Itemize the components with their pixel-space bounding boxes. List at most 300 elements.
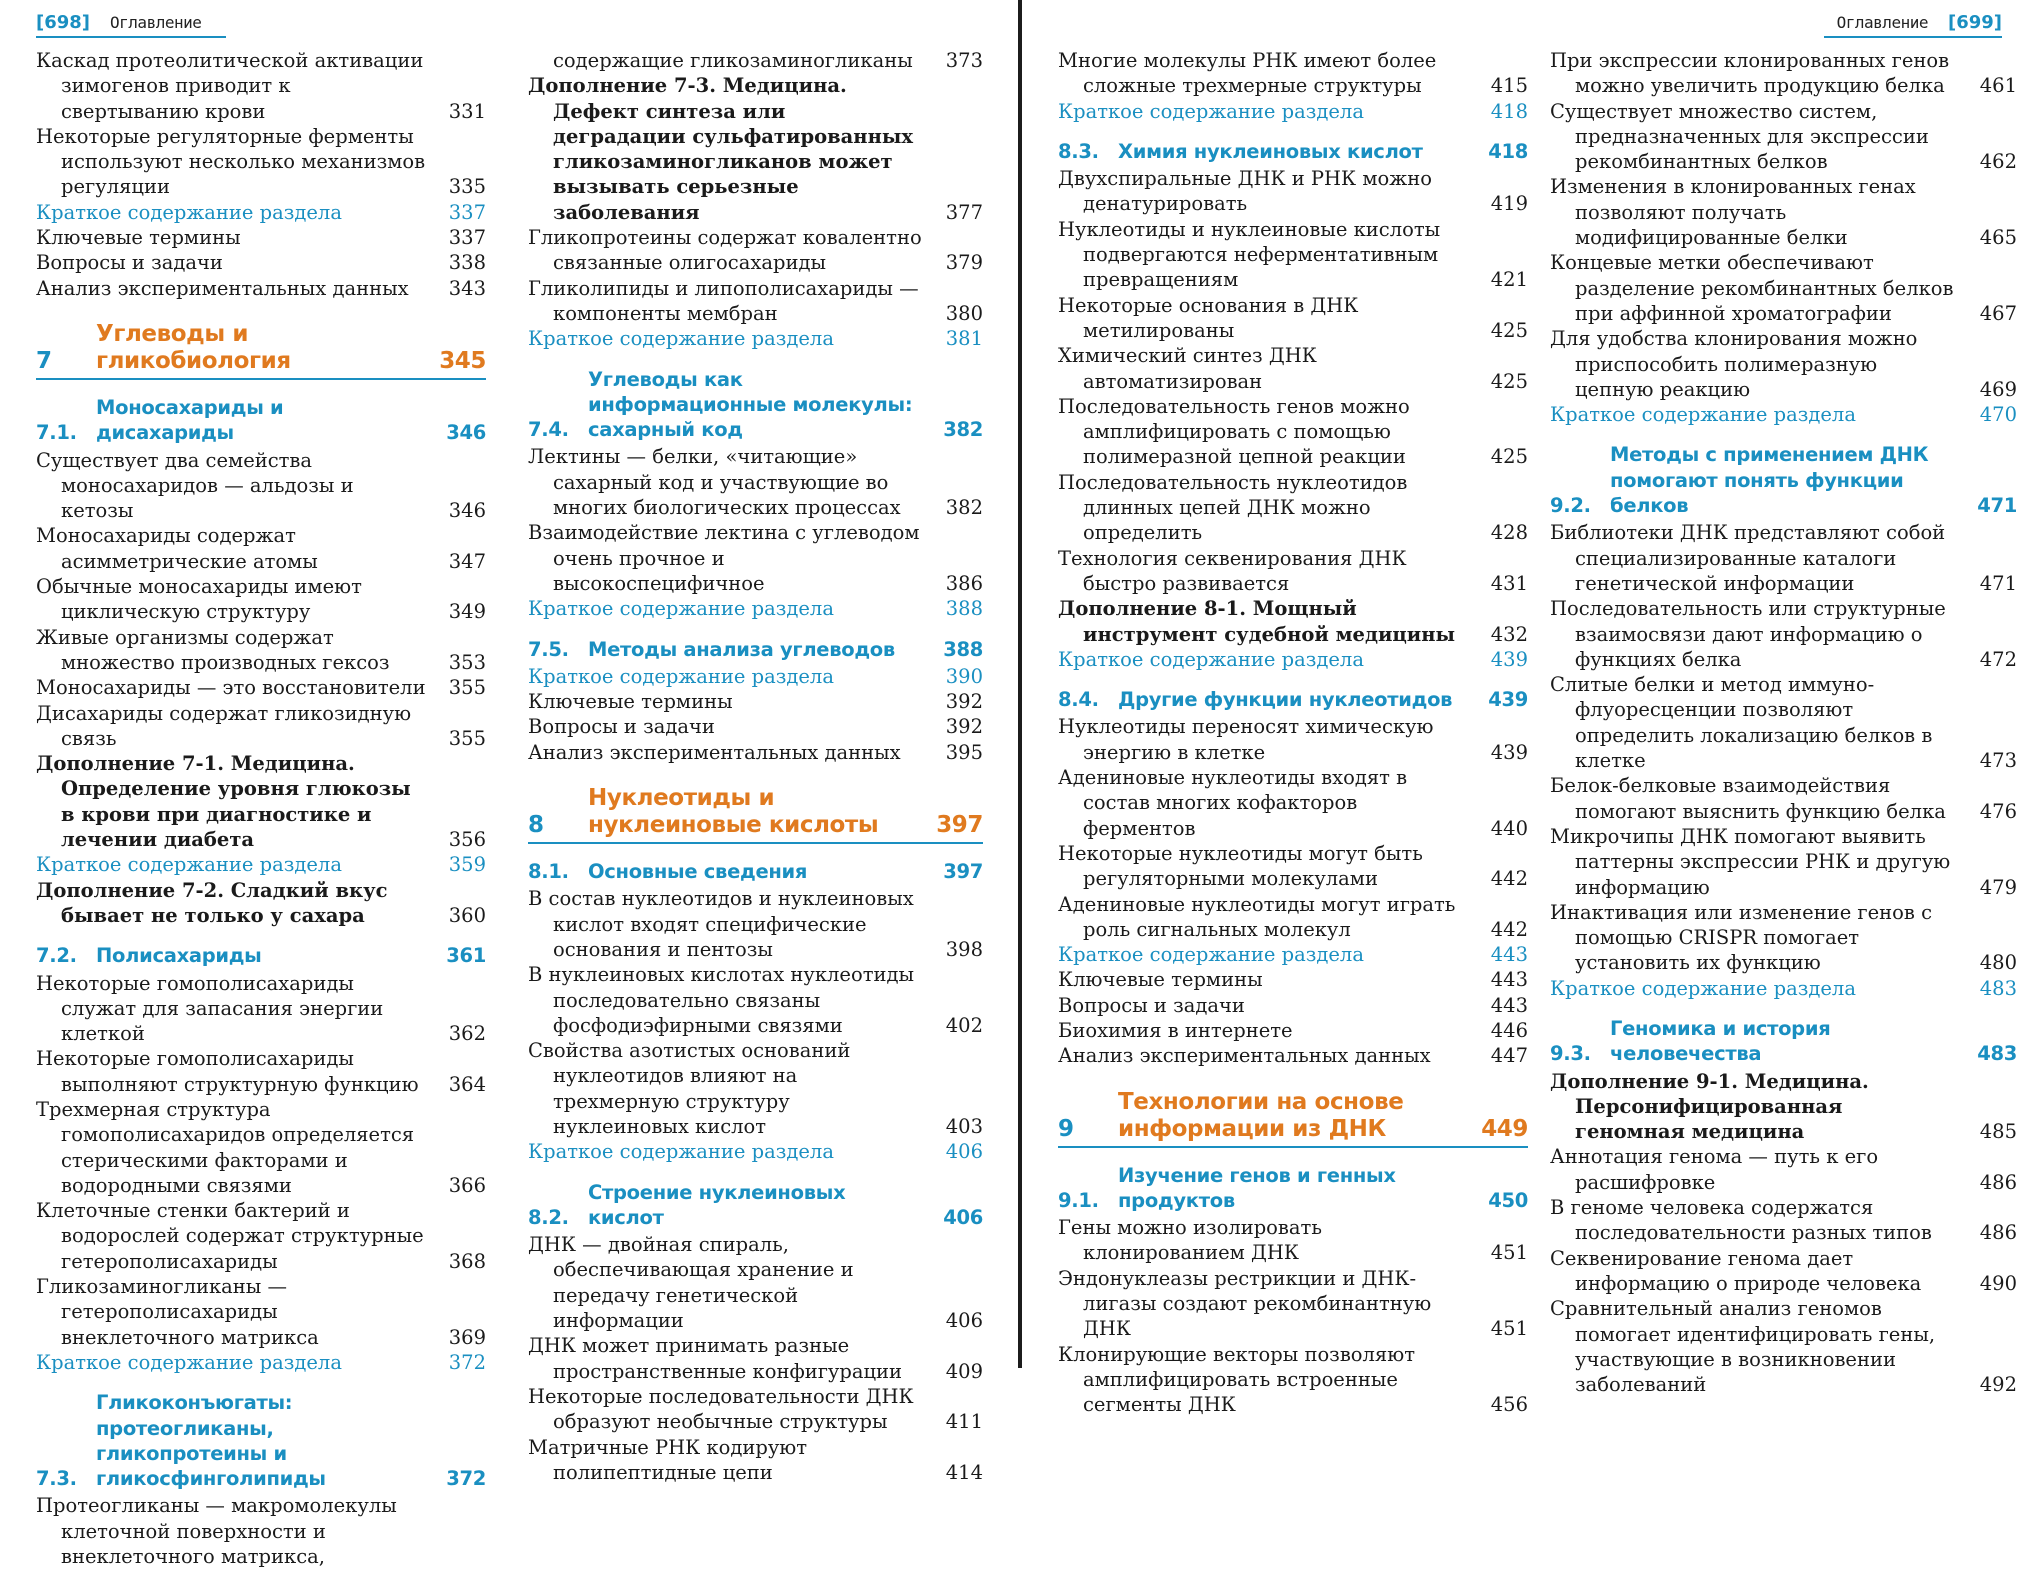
entry-title: Многие молекулы РНК имеют более сложные трехмерные структуры [1058, 49, 1437, 98]
toc-entry [1550, 824, 2017, 900]
toc-column [528, 48, 983, 1485]
entry-page: 446 [1490, 1018, 1528, 1042]
entry-title: Технология секвенирования ДНК быстро развивается [1058, 546, 1407, 595]
section-title: Химия нуклеиновых кислот [1118, 139, 1423, 163]
entry-page: 443 [1490, 993, 1528, 1017]
chapter-number: 9 [1058, 1115, 1074, 1142]
toc-summary-entry [1550, 402, 2017, 427]
toc-entry [1058, 470, 1528, 546]
entry-title: В геноме человека содержатся последовательности разных типов [1550, 1196, 1932, 1245]
section-title: Изучение генов и генных продуктов [1118, 1163, 1396, 1212]
entry-title: Краткое содержание раздела [1550, 976, 1856, 1000]
entry-title: Трехмерная структура гомополисахаридов определяется стерическими факторами и водородными связями [36, 1097, 415, 1197]
section-title: Методы анализа углеводов [588, 637, 895, 661]
entry-page: 492 [1979, 1373, 2017, 1397]
chapter-title: Углеводы и гликобиология [96, 320, 291, 374]
toc-entry [36, 250, 486, 275]
entry-title: Нуклеотиды и нуклеиновые кислоты подвергаются неферментативным превращениям [1058, 217, 1441, 292]
entry-title: Существует множество систем, предназначенных для экспрессии рекомбинантных белков [1550, 99, 1929, 174]
entry-page: 451 [1490, 1241, 1528, 1265]
entry-page: 467 [1979, 301, 2017, 325]
entry-title: Клонирующие векторы позволяют амплифицировать встроенные сегменты ДНК [1058, 1342, 1415, 1417]
toc-entry [1550, 596, 2017, 672]
entry-page: 428 [1490, 521, 1528, 545]
entry-title: Существует два семейства моносахаридов — альдозы и кетозы [36, 448, 354, 523]
chapter-page: 397 [936, 812, 983, 839]
entry-page: 381 [945, 327, 983, 351]
section-title: Моносахариды и дисахариды [96, 395, 284, 445]
entry-title: Инактивация или изменение генов с помощью CRISPR помогает установить их функцию [1550, 900, 1933, 975]
entry-title: ДНК — двойная спираль, обеспечивающая хранение и передачу генетической информации [528, 1233, 854, 1333]
entry-title: Дополнение 8-1. Мощный инструмент судебной медицины [1058, 597, 1456, 646]
entry-page: 409 [945, 1359, 983, 1383]
toc-section [1550, 1016, 2017, 1067]
entry-title: Гены можно изолировать клонированием ДНК [1058, 1216, 1322, 1265]
section-title: Геномика и история человечества [1610, 1016, 1831, 1066]
entry-page: 479 [1979, 875, 2017, 899]
section-title: Гликоконъюгаты: протеогликаны, гликопротеины и гликосфинголипиды [96, 1391, 326, 1491]
entry-title: Краткое содержание раздела [1058, 99, 1364, 123]
entry-page: 419 [1490, 192, 1528, 216]
entry-title: Клеточные стенки бактерий и водорослей содержат структурные гетерополисахариды [36, 1199, 424, 1273]
chapter-page: 449 [1481, 1115, 1528, 1142]
entry-page: 439 [1490, 647, 1528, 671]
toc-entry [528, 1435, 983, 1486]
toc-summary-entry [36, 200, 486, 225]
toc-summary-entry [36, 1350, 486, 1375]
toc-entry [1058, 765, 1528, 841]
toc-entry [36, 1198, 486, 1274]
toc-entry [1550, 1246, 2017, 1297]
toc-column [1550, 48, 2017, 1397]
entry-page: 355 [448, 726, 486, 750]
toc-entry [1058, 1215, 1528, 1266]
toc-entry [528, 1232, 983, 1333]
entry-title: Краткое содержание раздела [528, 597, 834, 621]
entry-page: 418 [1490, 99, 1528, 123]
toc-entry [1550, 520, 2017, 596]
entry-page: 480 [1979, 951, 2017, 975]
entry-title: ДНК может принимать разные пространственные конфигурации [528, 1334, 903, 1383]
entry-title: Некоторые основания в ДНК метилированы [1058, 293, 1359, 342]
entry-title: Краткое содержание раздела [36, 200, 342, 224]
toc-entry [1058, 967, 1528, 992]
section-page: 397 [943, 860, 983, 884]
toc-supplement-entry [36, 878, 486, 929]
toc-summary-entry [36, 852, 486, 877]
entry-title: Матричные РНК кодируют полипептидные цепи [528, 1435, 808, 1484]
entry-title: Адениновые нуклеотиды входят в состав многих кофакторов ферментов [1058, 766, 1408, 840]
entry-page: 406 [945, 1309, 983, 1333]
entry-page: 411 [945, 1410, 983, 1434]
chapter-page: 345 [439, 347, 486, 374]
toc-entry [1550, 1296, 2017, 1397]
entry-title: Моносахариды содержат асимметрические атомы [36, 524, 318, 573]
entry-title: Краткое содержание раздела [36, 853, 342, 877]
entry-page: 483 [1979, 976, 2017, 1000]
entry-page: 337 [448, 200, 486, 224]
entry-page: 403 [945, 1114, 983, 1138]
entry-page: 349 [448, 600, 486, 624]
section-title: Углеводы как информационные молекулы: сахарный код [588, 367, 913, 442]
section-number: 7.4. [528, 418, 569, 442]
entry-title: Двухспиральные ДНК и РНК можно денатурировать [1058, 167, 1432, 216]
section-page: 483 [1977, 1042, 2017, 1066]
entry-page: 359 [448, 853, 486, 877]
toc-entry [36, 1097, 486, 1198]
entry-page: 476 [1979, 799, 2017, 823]
entry-page: 431 [1490, 571, 1528, 595]
entry-page: 392 [945, 715, 983, 739]
toc-entry [1058, 1043, 1528, 1068]
right-page-number: [699] [1947, 11, 2002, 33]
entry-title: Краткое содержание раздела [36, 1350, 342, 1374]
toc-supplement-entry [1058, 596, 1528, 647]
toc-entry [36, 225, 486, 250]
toc-section [1058, 139, 1528, 164]
entry-page: 366 [448, 1173, 486, 1197]
toc-supplement-entry [36, 751, 486, 852]
toc-entry [528, 520, 983, 596]
toc-entry [1550, 250, 2017, 326]
entry-title: Каскад протеолитической активации зимогенов приводит к свертыванию крови [36, 49, 424, 123]
toc-chapter [1058, 1089, 1528, 1148]
entry-title: Белок-белковые взаимодействия помогают выяснить функцию белка [1550, 774, 1946, 823]
toc-entry [1058, 343, 1528, 394]
entry-page: 442 [1490, 867, 1528, 891]
toc-entry [1550, 48, 2017, 99]
chapter-number: 7 [36, 347, 52, 374]
toc-column [36, 48, 486, 1569]
entry-page: 373 [945, 49, 983, 72]
chapter-title: Нуклеотиды и нуклеиновые кислоты [588, 785, 879, 839]
entry-title: Ключевые термины [1058, 968, 1263, 992]
toc-section [528, 1180, 983, 1231]
entry-page: 440 [1490, 816, 1528, 840]
entry-title: Последовательность или структурные взаимосвязи дают информацию о функциях белка [1550, 597, 1946, 671]
right-running-title: Оглавление [1836, 12, 1928, 32]
toc-entry [1058, 1342, 1528, 1418]
entry-title: Взаимодействие лектина с углеводом очень прочное и высокоспецифичное [528, 521, 920, 595]
entry-title: Гликопротеины содержат ковалентно связанные олигосахариды [528, 226, 922, 275]
toc-section [36, 1390, 486, 1491]
toc-summary-entry [528, 1139, 983, 1164]
section-page: 439 [1488, 688, 1528, 712]
entry-title: Библиотеки ДНК представляют собой специализированные каталоги генетической информации [1550, 521, 1946, 595]
toc-entry [1550, 174, 2017, 250]
entry-title: Краткое содержание раздела [528, 1140, 834, 1164]
section-page: 471 [1977, 494, 2017, 518]
entry-title: Для удобства клонирования можно приспособить полимеразную цепную реакцию [1550, 327, 1918, 401]
toc-section [528, 637, 983, 662]
entry-title: содержащие гликозаминогликаны [553, 49, 913, 72]
entry-page: 456 [1490, 1393, 1528, 1417]
toc-entry [1058, 892, 1528, 943]
entry-title: Ключевые термины [528, 690, 733, 714]
entry-title: Краткое содержание раздела [528, 327, 834, 351]
toc-entry [1058, 1018, 1528, 1043]
section-title: Полисахариды [96, 944, 262, 968]
toc-chapter [528, 785, 983, 844]
entry-page: 402 [945, 1013, 983, 1037]
section-number: 7.1. [36, 421, 77, 445]
toc-entry [1550, 773, 2017, 824]
entry-page: 395 [945, 740, 983, 764]
section-number: 8.3. [1058, 139, 1099, 163]
section-number: 8.1. [528, 860, 569, 884]
entry-title: Некоторые гомополисахариды служат для запасания энергии клеткой [36, 971, 384, 1046]
toc-section [528, 859, 983, 884]
entry-page: 369 [448, 1325, 486, 1349]
entry-page: 364 [448, 1072, 486, 1096]
entry-page: 380 [945, 301, 983, 325]
entry-page: 386 [945, 571, 983, 595]
toc-section [36, 395, 486, 446]
toc-entry [1550, 900, 2017, 976]
entry-page: 390 [945, 664, 983, 688]
toc-entry [36, 124, 486, 200]
right-running-head [1837, 10, 2002, 34]
entry-page: 337 [448, 226, 486, 250]
entry-page: 439 [1490, 740, 1528, 764]
entry-page: 462 [1979, 150, 2017, 174]
section-page: 418 [1488, 139, 1528, 163]
entry-title: Микрочипы ДНК помогают выявить паттерны экспрессии РНК и другую информацию [1550, 824, 1951, 899]
entry-title: При экспрессии клонированных генов можно увеличить продукцию белка [1550, 49, 1950, 98]
entry-title: Анализ экспериментальных данных [528, 740, 901, 764]
entry-title: Протеогликаны — макромолекулы клеточной поверхности и внеклеточного матрикса, [36, 1494, 397, 1569]
entry-title: Биохимия в интернете [1058, 1018, 1293, 1042]
toc-summary-entry [1058, 99, 1528, 124]
section-page: 388 [943, 637, 983, 661]
entry-title: Дополнение 7-1. Медицина. Определение уровня глюкозы в крови при диагностике и лечении диабета [36, 752, 411, 852]
entry-page: 421 [1490, 268, 1528, 292]
entry-page: 465 [1979, 226, 2017, 250]
entry-page: 347 [448, 549, 486, 573]
toc-entry [36, 574, 486, 625]
toc-column [1058, 48, 1528, 1418]
section-number: 8.4. [1058, 688, 1099, 712]
toc-entry [528, 740, 983, 765]
entry-title: Вопросы и задачи [36, 251, 223, 275]
chapter-number: 8 [528, 812, 544, 839]
entry-title: Лектины — белки, «читающие» сахарный код и участвующие во многих биологических процессах [528, 445, 901, 520]
entry-page: 425 [1490, 369, 1528, 393]
entry-title: Вопросы и задачи [1058, 993, 1245, 1017]
toc-entry [36, 1274, 486, 1350]
entry-title: Анализ экспериментальных данных [36, 276, 409, 300]
toc-entry [1058, 1266, 1528, 1342]
entry-title: Слитые белки и метод иммуно-флуоресценции позволяют определить локализацию белков в клетке [1550, 673, 1933, 773]
left-page-number: [698] [36, 11, 91, 33]
entry-page: 473 [1979, 749, 2017, 773]
toc-section [528, 367, 983, 443]
toc-entry [528, 225, 983, 276]
entry-page: 469 [1979, 377, 2017, 401]
entry-title: В нуклеиновых кислотах нуклеотиды последовательно связаны фосфодиэфирными связями [528, 963, 915, 1037]
entry-page: 471 [1979, 571, 2017, 595]
section-page: 372 [446, 1467, 486, 1491]
toc-entry [1058, 546, 1528, 597]
entry-title: В состав нуклеотидов и нуклеиновых кислот входят специфические основания и пентозы [528, 887, 914, 961]
entry-title: Некоторые последовательности ДНК образуют необычные структуры [528, 1384, 914, 1434]
entry-title: Концевые метки обеспечивают разделение рекомбинантных белков при аффинной хроматографии [1550, 251, 1954, 325]
entry-page: 331 [448, 99, 486, 123]
entry-page: 447 [1490, 1044, 1528, 1068]
entry-page: 346 [448, 499, 486, 523]
toc-entry [528, 48, 983, 73]
entry-title: Некоторые регуляторные ферменты используют несколько механизмов регуляции [36, 124, 426, 199]
toc-entry [528, 1333, 983, 1384]
entry-title: Краткое содержание раздела [1058, 647, 1364, 671]
entry-title: Ключевые термины [36, 226, 241, 250]
entry-title: Дисахариды содержат гликозидную связь [36, 701, 412, 750]
toc-summary-entry [528, 664, 983, 689]
entry-title: Дополнение 7-3. Медицина. Дефект синтеза или деградации сульфатированных гликозаминогликанов может вызывать серьезные заболевания [528, 74, 914, 224]
entry-page: 486 [1979, 1221, 2017, 1245]
entry-title: Адениновые нуклеотиды могут играть роль сигнальных молекул [1058, 892, 1456, 941]
entry-title: Последовательность генов можно амплифицировать с помощью полимеразной цепной реакции [1058, 394, 1410, 469]
toc-entry [1550, 1195, 2017, 1246]
entry-title: Вопросы и задачи [528, 715, 715, 739]
toc-entry [528, 1038, 983, 1139]
toc-entry [1058, 394, 1528, 470]
entry-page: 362 [448, 1022, 486, 1046]
entry-page: 360 [448, 903, 486, 927]
section-title: Основные сведения [588, 860, 808, 884]
section-page: 382 [943, 418, 983, 442]
toc-supplement-entry [1550, 1069, 2017, 1145]
toc-chapter [36, 321, 486, 380]
toc-entry [1058, 293, 1528, 344]
entry-title: Некоторые нуклеотиды могут быть регуляторными молекулами [1058, 841, 1423, 891]
section-number: 9.2. [1550, 494, 1591, 518]
entry-title: Некоторые гомополисахариды выполняют структурную функцию [36, 1047, 419, 1096]
entry-title: Краткое содержание раздела [1550, 403, 1856, 427]
entry-page: 485 [1979, 1120, 2017, 1144]
entry-title: Свойства азотистых оснований нуклеотидов влияют на трехмерную структуру нуклеиновых кислот [528, 1039, 851, 1138]
entry-page: 442 [1490, 917, 1528, 941]
entry-title: Моносахариды — это восстановители [36, 676, 426, 700]
entry-title: Живые организмы содержат множество производных гексоз [36, 625, 390, 674]
left-running-head [36, 10, 201, 34]
entry-title: Анализ экспериментальных данных [1058, 1044, 1431, 1068]
toc-section [1550, 442, 2017, 518]
entry-title: Краткое содержание раздела [1058, 943, 1364, 967]
entry-page: 415 [1490, 74, 1528, 98]
entry-title: Дополнение 7-2. Сладкий вкус бывает не только у сахара [36, 878, 388, 927]
toc-summary-entry [1058, 942, 1528, 967]
toc-section [1058, 1163, 1528, 1214]
toc-entry [36, 675, 486, 700]
section-title: Другие функции нуклеотидов [1118, 688, 1453, 712]
section-title: Строение нуклеиновых кислот [588, 1180, 846, 1229]
entry-page: 425 [1490, 445, 1528, 469]
toc-entry [36, 1046, 486, 1097]
entry-page: 461 [1979, 74, 2017, 98]
entry-page: 377 [945, 200, 983, 224]
entry-page: 414 [945, 1460, 983, 1484]
toc-entry [528, 1384, 983, 1435]
left-running-title: Оглавление [110, 12, 202, 32]
toc-entry [1058, 166, 1528, 217]
entry-page: 368 [448, 1249, 486, 1273]
toc-summary-entry [1550, 976, 2017, 1001]
entry-title: Секвенирование генома дает информацию о природе человека [1550, 1246, 1922, 1295]
section-number: 9.1. [1058, 1188, 1099, 1212]
entry-title: Химический синтез ДНК автоматизирован [1058, 344, 1317, 393]
entry-page: 425 [1490, 318, 1528, 342]
entry-title: Дополнение 9-1. Медицина. Персонифицированная геномная медицина [1550, 1069, 1869, 1144]
toc-entry [528, 276, 983, 327]
toc-entry [36, 625, 486, 676]
section-page: 450 [1488, 1188, 1528, 1212]
entry-page: 388 [945, 597, 983, 621]
toc-entry [36, 971, 486, 1047]
entry-page: 398 [945, 937, 983, 961]
entry-page: 338 [448, 251, 486, 275]
toc-entry [528, 886, 983, 962]
entry-page: 406 [945, 1140, 983, 1164]
toc-summary-entry [1058, 647, 1528, 672]
entry-page: 472 [1979, 647, 2017, 671]
entry-page: 486 [1979, 1170, 2017, 1194]
entry-page: 432 [1490, 622, 1528, 646]
toc-entry [36, 276, 486, 301]
entry-title: Гликолипиды и липополисахариды — компоненты мембран [528, 276, 919, 325]
toc-entry [1550, 99, 2017, 175]
entry-title: Последовательность нуклеотидов длинных цепей ДНК можно определить [1058, 470, 1408, 545]
entry-page: 490 [1979, 1271, 2017, 1295]
entry-page: 392 [945, 690, 983, 714]
section-number: 8.2. [528, 1205, 569, 1229]
entry-page: 451 [1490, 1317, 1528, 1341]
toc-section [36, 943, 486, 968]
entry-title: Краткое содержание раздела [528, 664, 834, 688]
toc-entry [36, 448, 486, 524]
toc-entry [36, 701, 486, 752]
section-page: 361 [446, 944, 486, 968]
toc-entry [1058, 48, 1528, 99]
toc-entry [1550, 326, 2017, 402]
entry-page: 353 [448, 650, 486, 674]
toc-entry [1058, 714, 1528, 765]
entry-title: Эндонуклеазы рестрикции и ДНК-лигазы создают рекомбинантную ДНК [1058, 1266, 1432, 1341]
entry-page: 343 [448, 276, 486, 300]
left-header-rule [36, 36, 226, 38]
section-number: 7.3. [36, 1467, 77, 1491]
toc-summary-entry [528, 326, 983, 351]
toc-supplement-entry [528, 73, 983, 225]
toc-entry [36, 48, 486, 124]
entry-page: 372 [448, 1350, 486, 1374]
section-number: 9.3. [1550, 1042, 1591, 1066]
entry-title: Аннотация генома — путь к его расшифровке [1550, 1145, 1879, 1194]
toc-entry [528, 689, 983, 714]
entry-title: Изменения в клонированных генах позволяют получать модифицированные белки [1550, 175, 1916, 250]
toc-entry [528, 714, 983, 739]
entry-page: 470 [1979, 403, 2017, 427]
section-number: 7.2. [36, 944, 77, 968]
entry-page: 443 [1490, 968, 1528, 992]
entry-page: 443 [1490, 943, 1528, 967]
entry-page: 382 [945, 496, 983, 520]
entry-page: 379 [945, 251, 983, 275]
entry-title: Сравнительный анализ геномов помогает идентифицировать гены, участвующие в возникновении заболеваний [1550, 1297, 1936, 1397]
toc-entry [528, 444, 983, 520]
toc-section [1058, 687, 1528, 712]
entry-page: 335 [448, 175, 486, 199]
